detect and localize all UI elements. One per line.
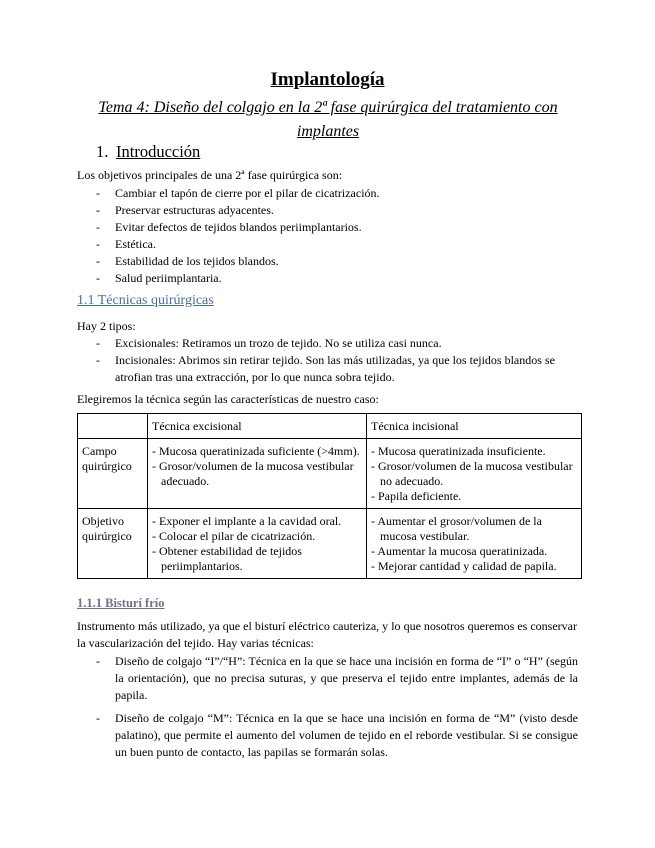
row-label-objetivo: Objetivo quirúrgico [78, 509, 148, 579]
document-title: Implantología [270, 69, 385, 90]
cell-item: - Aumentar la mucosa queratinizada. [371, 544, 548, 558]
list-item: - Incisionales: Abrimos sin retirar tejido. Son las más utilizadas, ya que los tejidos blandos se atrofian tras una extracción, por lo que nunca sobra tejido. [96, 353, 555, 384]
cell-item: - Obtener estabilidad de tejidos periimplantarios. [152, 544, 302, 573]
bisturi-paragraph: Instrumento más utilizado, ya que el bisturí eléctrico cauteriza, y lo que nosotros queremos es conservar la vascularización del tejido. Hay varias técnicas: [77, 619, 577, 650]
dash-bullet: - [96, 654, 100, 668]
cell-item: - Mucosa queratinizada suficiente (>4mm). [152, 444, 360, 458]
section-heading-introduccion [96, 142, 200, 162]
objectives-list [0, 185, 575, 287]
table-row [78, 439, 582, 509]
list-item: - Estética. [96, 237, 156, 251]
dash-bullet: - [96, 711, 100, 725]
types-intro: Hay 2 tipos: [77, 319, 136, 333]
cell-item: - Mejorar cantidad y calidad de papila. [371, 559, 557, 573]
list-item: - Estabilidad de los tejidos blandos. [96, 254, 279, 268]
table-cell [367, 509, 582, 579]
cell-item: - Colocar el pilar de cicatrización. [152, 529, 316, 543]
dash-bullet: - [96, 353, 100, 367]
cell-item: - Grosor/volumen de la mucosa vestibular no adecuado. [371, 459, 573, 488]
technique-table [77, 413, 582, 579]
row-label-campo: Campo quirúrgico [78, 439, 148, 509]
intro-paragraph: Los objetivos principales de una 2ª fase quirúrgica son: [77, 168, 343, 182]
types-list [0, 335, 575, 386]
table-header-row [78, 414, 582, 439]
dash-bullet: - [96, 336, 100, 350]
list-item: - Cambiar el tapón de cierre por el pilar de cicatrización. [96, 186, 380, 200]
subsection-heading-tecnicas: 1.1 Técnicas quirúrgicas [77, 293, 214, 308]
list-item: - Evitar defectos de tejidos blandos periimplantarios. [96, 220, 362, 234]
list-item: - Diseño de colgajo “I”/“H”: Técnica en la que se hace una incisión en forma de “I” o “H” (según la orientación), que no precisa suturas, y que preserva el tejido entre implantes, además de la papila. [96, 654, 578, 702]
dash-bullet: - [96, 254, 100, 268]
table-cell [148, 439, 367, 509]
subsubsection-heading-bisturi: 1.1.1 Bisturí frío [77, 596, 165, 610]
list-item: - Diseño de colgajo “M”: Técnica en la que se hace una incisión en forma de “M” (visto desde palatino), que permite el aumento del volumen de tejido en el reborde vestibular. Si se consigue un buen punto de contacto, las papilas se formarán solas. [96, 711, 578, 759]
dash-bullet: - [96, 220, 100, 234]
cell-item: - Mucosa queratinizada insuficiente. [371, 444, 546, 458]
techniques-list [0, 653, 578, 761]
dash-bullet: - [96, 186, 100, 200]
dash-bullet: - [96, 271, 100, 285]
table-row [78, 509, 582, 579]
cell-item: - Exponer el implante a la cavidad oral. [152, 514, 342, 528]
cell-item: - Papila deficiente. [371, 489, 462, 503]
cell-item: - Aumentar el grosor/volumen de la mucosa vestibular. [371, 514, 542, 543]
list-item: - Excisionales: Retiramos un trozo de tejido. No se utiliza casi nunca. [96, 336, 442, 350]
table-header-excisional: Técnica excisional [148, 414, 367, 439]
section-number: 1. [96, 142, 109, 161]
list-item: - Preservar estructuras adyacentes. [96, 203, 274, 217]
table-header-incisional: Técnica incisional [367, 414, 582, 439]
table-cell [148, 509, 367, 579]
table-header-empty [78, 414, 148, 439]
list-item: - Salud periimplantaria. [96, 271, 222, 285]
dash-bullet: - [96, 203, 100, 217]
section-title: Introducción [116, 142, 201, 161]
document-subtitle: Tema 4: Diseño del colgajo en la 2ª fase quirúrgica del tratamiento con implantes [98, 99, 558, 140]
table-cell [367, 439, 582, 509]
dash-bullet: - [96, 237, 100, 251]
choose-paragraph: Elegiremos la técnica según las características de nuestro caso: [77, 392, 379, 406]
cell-item: - Grosor/volumen de la mucosa vestibular adecuado. [152, 459, 354, 488]
